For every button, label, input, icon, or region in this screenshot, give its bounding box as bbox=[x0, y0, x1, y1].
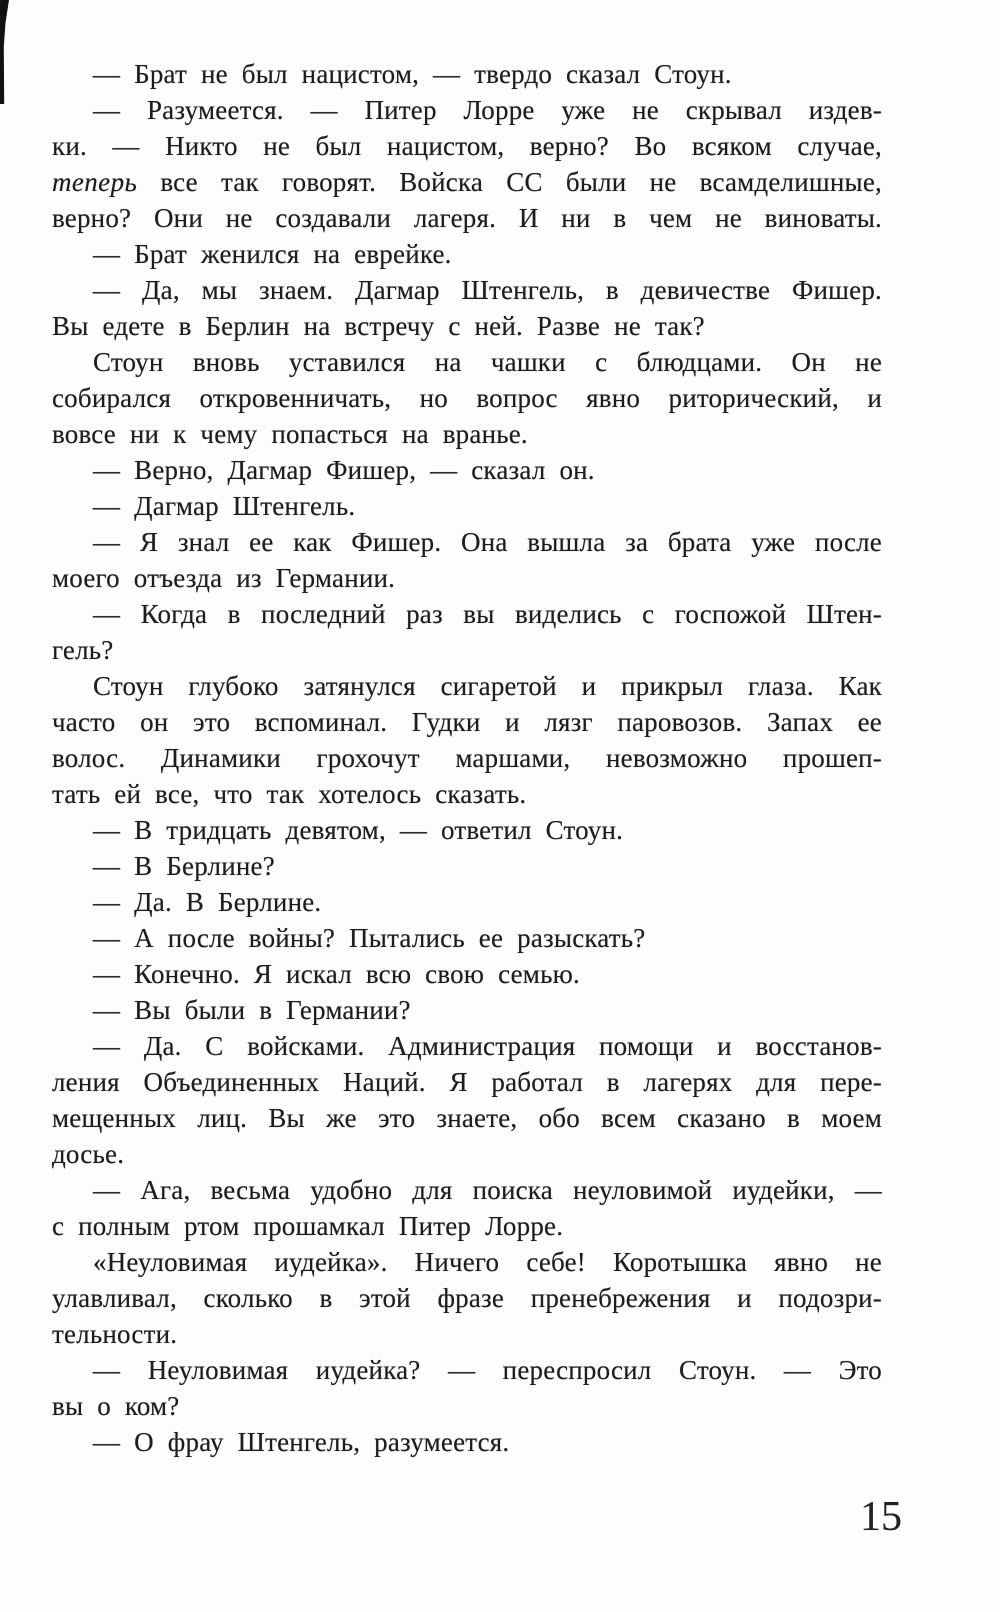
text-line: — Неуловимая иудейка? — переспросил Стоун. — Это bbox=[93, 1355, 882, 1385]
text-line: — Конечно. Я искал всю свою семью. bbox=[93, 959, 580, 989]
text-line: ления Объединенных Наций. Я работал в лагерях для пере- bbox=[52, 1067, 882, 1097]
text-line: волос. Динамики грохочут маршами, невозможно прошеп- bbox=[52, 743, 882, 773]
text-line: — В тридцать девятом, — ответил Стоун. bbox=[93, 815, 624, 845]
text-line: вы о ком? bbox=[52, 1391, 180, 1421]
text-line: — В Берлине? bbox=[93, 851, 275, 881]
text-line: моего отъезда из Германии. bbox=[52, 563, 396, 593]
scan-artifact bbox=[0, 0, 10, 104]
text-line: Стоун вновь уставился на чашки с блюдцами. Он не bbox=[93, 347, 882, 377]
text-line: тать ей все, что так хотелось сказать. bbox=[52, 779, 527, 809]
text-line: — Да. С войсками. Администрация помощи и восстанов- bbox=[93, 1031, 882, 1061]
text-line: — Верно, Дагмар Фишер, — сказал он. bbox=[93, 455, 595, 485]
text-segment: все так говорят. Войска СС были не всамделишные, bbox=[137, 167, 882, 197]
text-line: мещенных лиц. Вы же это знаете, обо всем сказано в моем bbox=[52, 1103, 882, 1133]
text-line: тельности. bbox=[52, 1319, 178, 1349]
text-line: досье. bbox=[52, 1139, 125, 1169]
italic-text: теперь bbox=[52, 167, 138, 197]
text-block bbox=[52, 56, 882, 1460]
text-line: — Вы были в Германии? bbox=[93, 995, 411, 1025]
text-line: — А после войны? Пытались ее разыскать? bbox=[93, 923, 646, 953]
text-line bbox=[52, 164, 882, 200]
text-line: часто он это вспоминал. Гудки и лязг паровозов. Запах ее bbox=[52, 707, 882, 737]
text-line: — Когда в последний раз вы виделись с госпожой Штен- bbox=[93, 599, 882, 629]
text-line: — Да. В Берлине. bbox=[93, 887, 322, 917]
text-line: собирался откровенничать, но вопрос явно риторический, и bbox=[52, 383, 882, 413]
text-line: — Разумеется. — Питер Лорре уже не скрывал издев- bbox=[93, 95, 882, 125]
text-line: Стоун глубоко затянулся сигаретой и прикрыл глаза. Как bbox=[93, 671, 882, 701]
text-line: с полным ртом прошамкал Питер Лорре. bbox=[52, 1211, 564, 1241]
text-line: улавливал, сколько в этой фразе пренебрежения и подозри- bbox=[52, 1283, 882, 1313]
text-line: — Да, мы знаем. Дагмар Штенгель, в девичестве Фишер. bbox=[93, 275, 882, 305]
text-line: Вы едете в Берлин на встречу с ней. Разве не так? bbox=[52, 311, 705, 341]
text-line: — Ага, весьма удобно для поиска неуловимой иудейки, — bbox=[93, 1175, 882, 1205]
text-line: верно? Они не создавали лагеря. И ни в чем не виноваты. bbox=[52, 203, 882, 233]
text-line: — Дагмар Штенгель. bbox=[93, 491, 356, 521]
page-number: 15 bbox=[860, 1494, 902, 1540]
text-line: «Неуловимая иудейка». Ничего себе! Коротышка явно не bbox=[93, 1247, 882, 1277]
text-line: — Я знал ее как Фишер. Она вышла за брата уже после bbox=[93, 527, 882, 557]
text-line: вовсе ни к чему попасться на вранье. bbox=[52, 419, 528, 449]
text-line: — О фрау Штенгель, разумеется. bbox=[93, 1427, 510, 1457]
text-line: — Брат женился на еврейке. bbox=[93, 239, 452, 269]
text-line: ки. — Никто не был нацистом, верно? Во всяком случае, bbox=[52, 131, 882, 161]
text-line: гель? bbox=[52, 635, 114, 665]
text-line: — Брат не был нацистом, — твердо сказал Стоун. bbox=[93, 59, 732, 89]
